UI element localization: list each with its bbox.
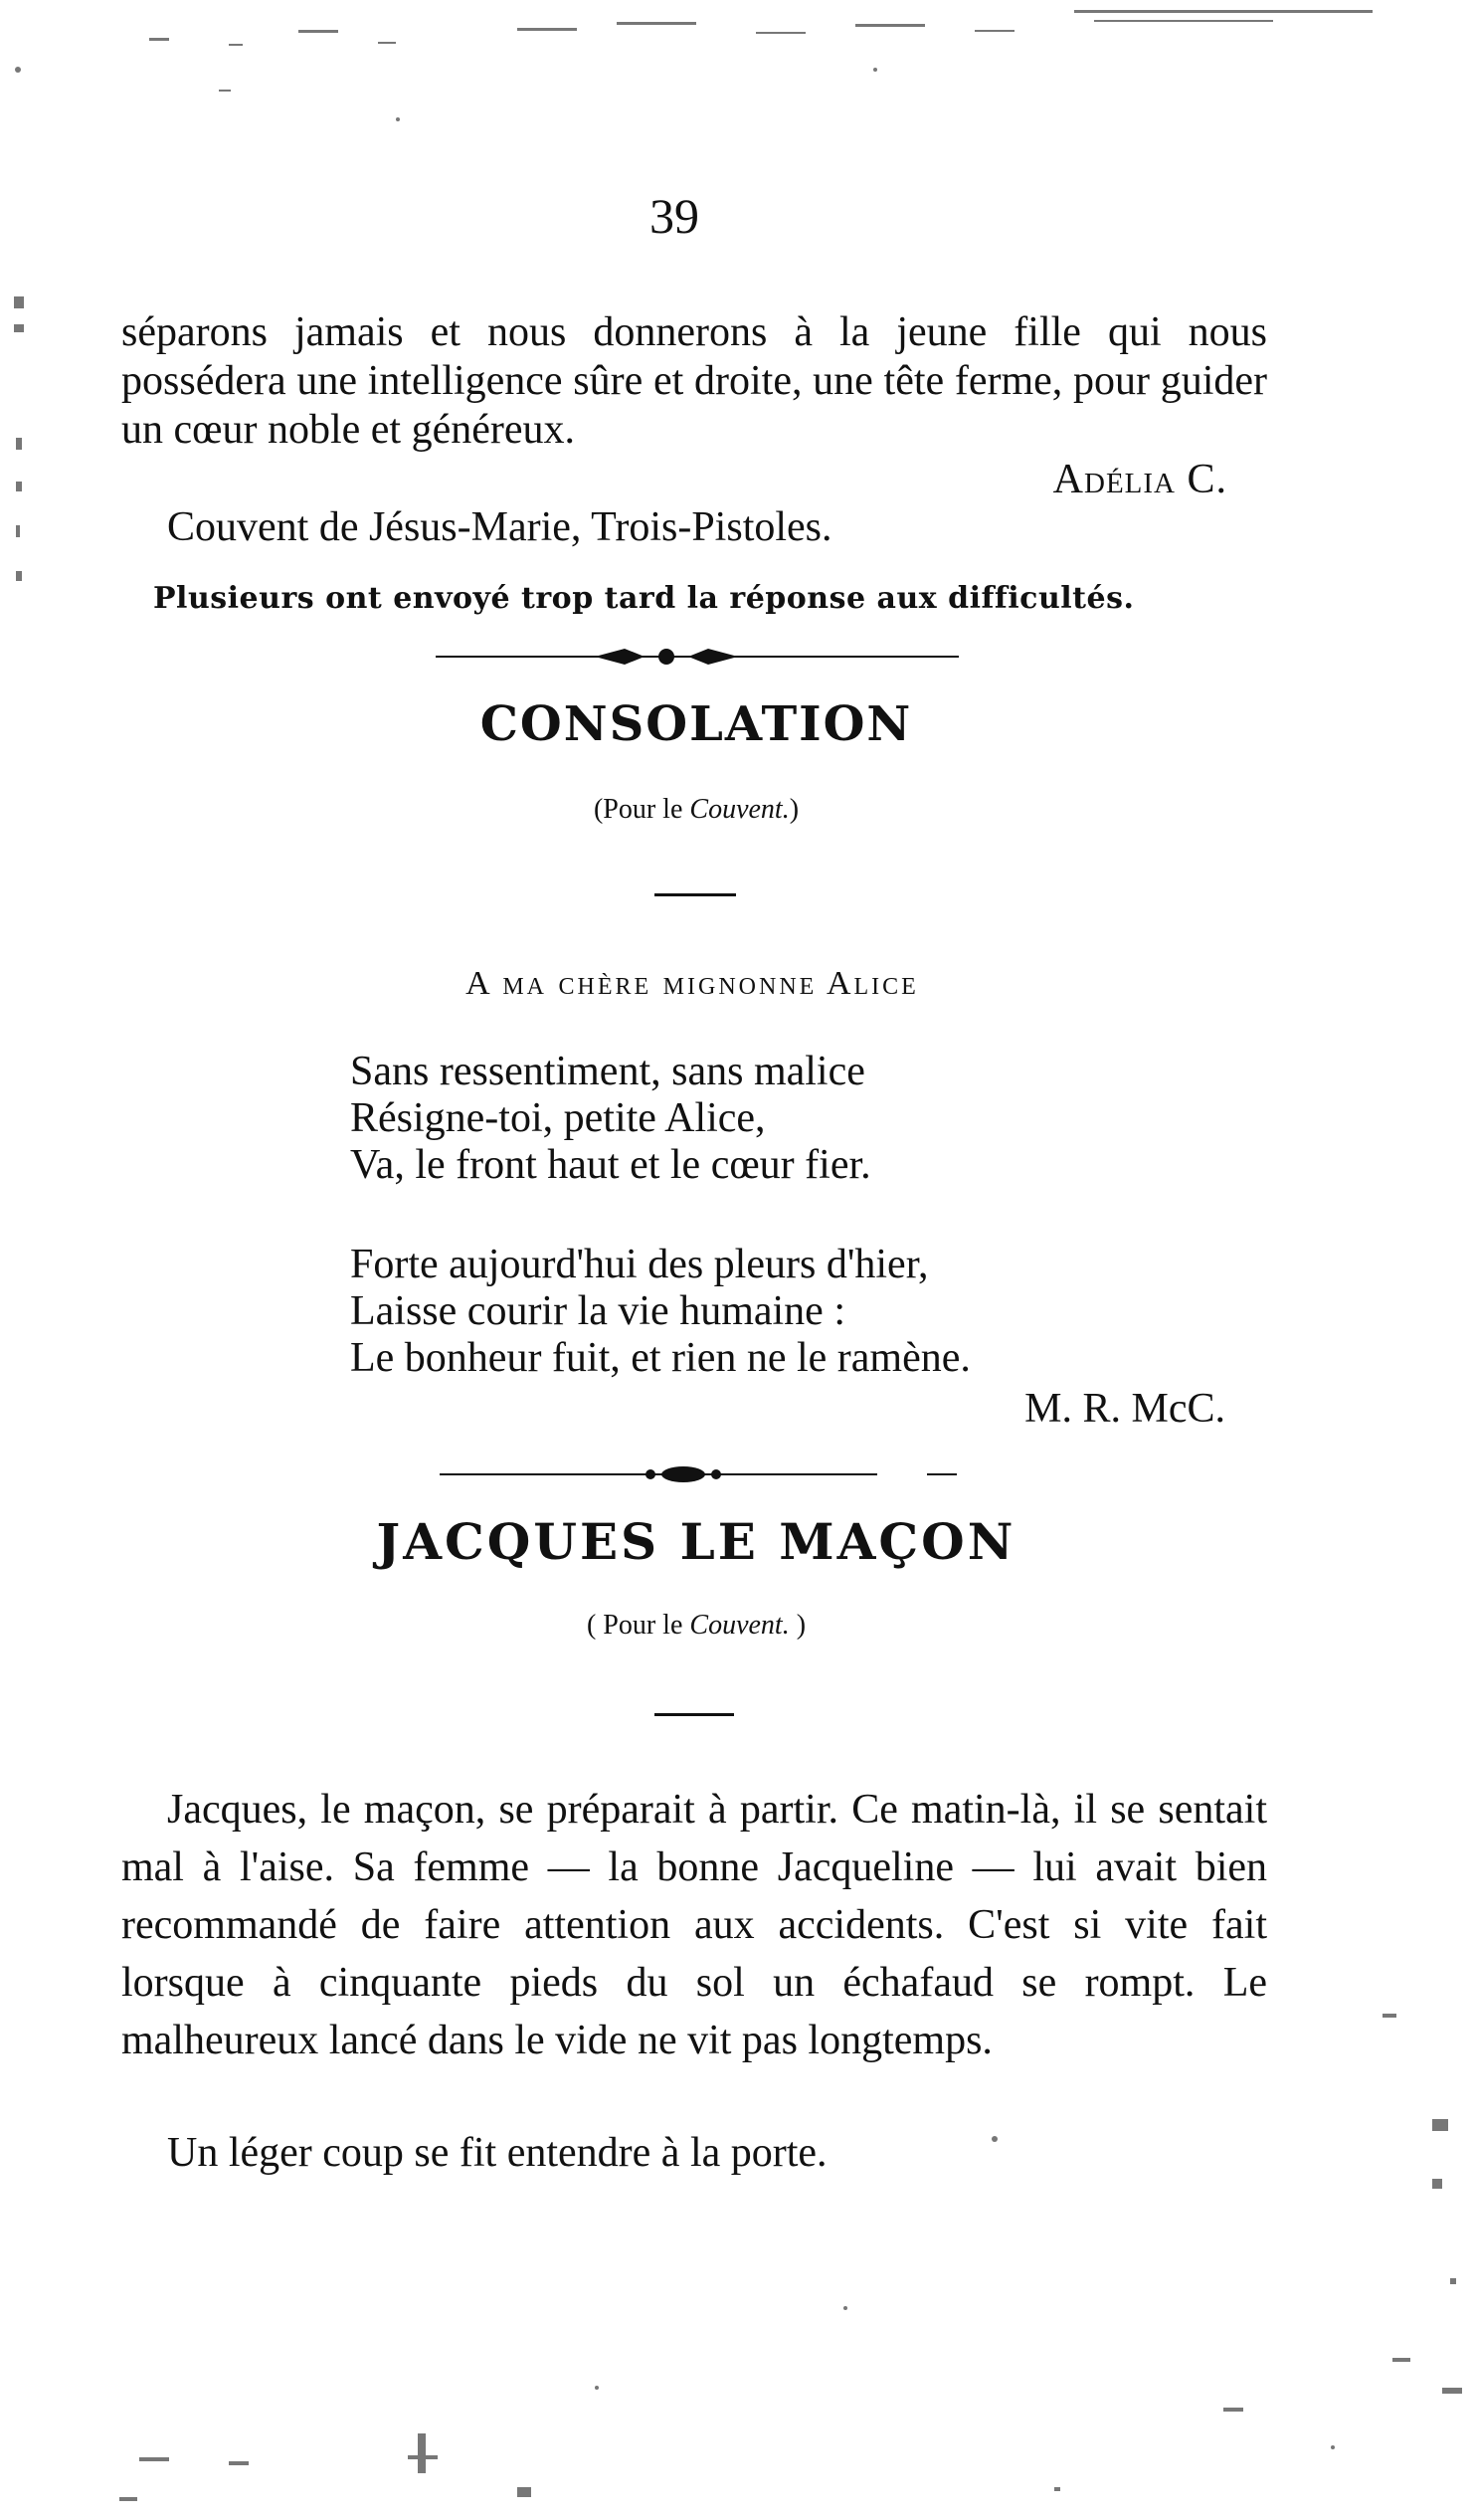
poem-subtitle-prefix: (Pour le [593, 794, 683, 825]
page-number: 39 [649, 188, 699, 244]
story-text: Jacques, le maçon, se préparait à partir. Ce matin-là, il se sentait mal à l'aise. Sa femme — la bonne Jacqueline — lui avait bien recommandé de faire attention aux accidents. C'est si vite fait lorsque à cinquante pieds du sol un échafaud se rompt. Le malheureux lancé dans le vide ne vit pas longtemps. [121, 1787, 1267, 2063]
poem-dedication: A ma chère mignonne Alice [465, 965, 919, 1002]
ornamental-divider [436, 645, 959, 669]
story-text: Un léger coup se fit entendre à la porte. [167, 2130, 828, 2176]
verse-line: Va, le front haut et le cœur fier. [350, 1142, 871, 1188]
stanza-2 [350, 1242, 971, 1382]
poem-subtitle-suffix: ) [789, 794, 800, 825]
stanza-1 [350, 1049, 871, 1189]
signature-adelia: Adélia C. [1052, 457, 1227, 502]
intro-text: séparons jamais et nous donnerons à la jeune fille qui nous possédera une intelligence sûre et droite, une tête ferme, pour guider un cœur noble et généreux. [121, 309, 1267, 453]
story-subtitle [0, 1610, 1392, 1642]
story-subtitle-italic: Couvent. [689, 1610, 790, 1641]
short-rule [654, 893, 736, 896]
story-title: JACQUES LE MAÇON [376, 1512, 1016, 1571]
poem-subtitle-italic: Couvent. [689, 794, 790, 825]
late-responses-note: Plusieurs ont envoyé trop tard la réponse aux difficultés. [153, 581, 1135, 616]
verse-line: Forte aujourd'hui des pleurs d'hier, [350, 1242, 929, 1287]
poem-author: M. R. McC. [1024, 1386, 1225, 1432]
poem-title: CONSOLATION [479, 696, 913, 752]
verse-line: Résigne-toi, petite Alice, [350, 1095, 766, 1141]
verse-line: Laisse courir la vie humaine : [350, 1288, 845, 1334]
story-paragraph-1 [121, 1781, 1267, 2069]
story-paragraph-2 [121, 2129, 1267, 2178]
ornamental-divider [440, 1462, 957, 1486]
verse-line: Sans ressentiment, sans malice [350, 1049, 865, 1094]
story-subtitle-suffix: ) [789, 1610, 807, 1641]
story-subtitle-prefix: ( Pour le [586, 1610, 683, 1641]
verse-line: Le bonheur fuit, et rien ne le ramène. [350, 1335, 971, 1381]
short-rule [654, 1713, 734, 1716]
poem-subtitle [0, 794, 1392, 826]
convent-location: Couvent de Jésus-Marie, Trois-Pistoles. [167, 504, 832, 550]
intro-paragraph [121, 308, 1267, 455]
